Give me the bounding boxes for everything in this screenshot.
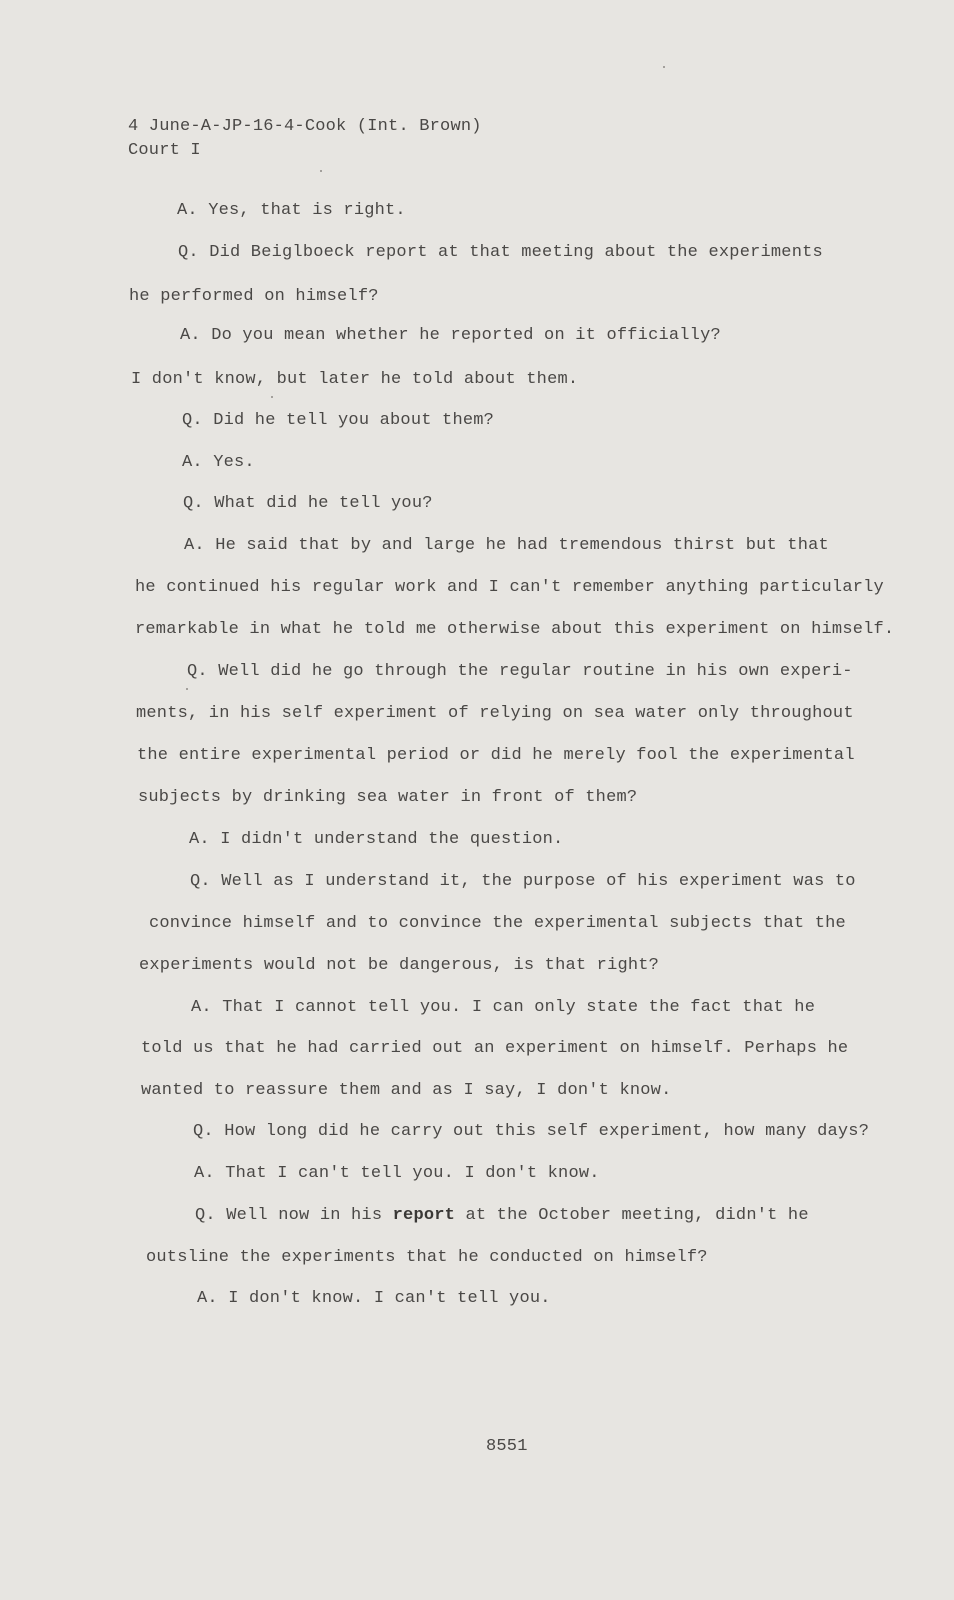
transcript-line: A. That I cannot tell you. I can only state the fact that he bbox=[191, 998, 816, 1017]
transcript-line: wanted to reassure them and as I say, I don't know. bbox=[141, 1081, 672, 1100]
transcript-line: Q. Did he tell you about them? bbox=[182, 411, 495, 430]
transcript-line: A. Yes. bbox=[182, 453, 255, 472]
transcript-line: A. That I can't tell you. I don't know. bbox=[194, 1164, 600, 1183]
transcript-line: A. He said that by and large he had tremendous thirst but that bbox=[184, 536, 829, 555]
paper-speck bbox=[663, 66, 665, 68]
transcript-line: outsline the experiments that he conducted on himself? bbox=[146, 1248, 708, 1267]
transcript-line: Q. Well as I understand it, the purpose of his experiment was to bbox=[190, 872, 856, 891]
transcript-line: ments, in his self experiment of relying on sea water only throughout bbox=[136, 704, 854, 723]
transcript-line: he continued his regular work and I can't remember anything particularly bbox=[135, 578, 884, 597]
transcript-line: remarkable in what he told me otherwise about this experiment on himself. bbox=[135, 620, 895, 639]
transcript-emphasis: report bbox=[392, 1206, 456, 1225]
header-line-2: Court I bbox=[128, 141, 201, 160]
transcript-line: subjects by drinking sea water in front of them? bbox=[138, 788, 638, 807]
transcript-segment: at the October meeting, didn't he bbox=[465, 1206, 809, 1225]
transcript-line: A. I didn't understand the question. bbox=[189, 830, 564, 849]
transcript-line: convince himself and to convince the experimental subjects that the bbox=[149, 914, 846, 933]
page-number: 8551 bbox=[486, 1437, 528, 1456]
transcript-line: Q. How long did he carry out this self experiment, how many days? bbox=[193, 1122, 870, 1141]
transcript-line: I don't know, but later he told about them. bbox=[131, 370, 579, 389]
transcript-line: A. I don't know. I can't tell you. bbox=[197, 1289, 551, 1308]
header-line-1: 4 June-A-JP-16-4-Cook (Int. Brown) bbox=[128, 117, 482, 136]
transcript-line: told us that he had carried out an experiment on himself. Perhaps he bbox=[141, 1039, 849, 1058]
transcript-line: Q. Did Beiglboeck report at that meeting about the experiments bbox=[178, 243, 823, 262]
paper-speck bbox=[271, 396, 273, 398]
transcript-line: A. Yes, that is right. bbox=[177, 201, 406, 220]
paper-speck bbox=[320, 170, 322, 172]
transcript-line: he performed on himself? bbox=[129, 287, 379, 306]
transcript-line: experiments would not be dangerous, is that right? bbox=[139, 956, 660, 975]
transcript-line: Q. Well did he go through the regular routine in his own experi- bbox=[187, 662, 853, 681]
transcript-line: the entire experimental period or did he merely fool the experimental bbox=[137, 746, 855, 765]
transcript-line: Q. What did he tell you? bbox=[183, 494, 433, 513]
transcript-line bbox=[195, 1206, 809, 1226]
transcript-line: A. Do you mean whether he reported on it officially? bbox=[180, 326, 721, 345]
paper-speck bbox=[186, 688, 188, 690]
transcript-segment: Q. Well now in his bbox=[195, 1206, 383, 1225]
